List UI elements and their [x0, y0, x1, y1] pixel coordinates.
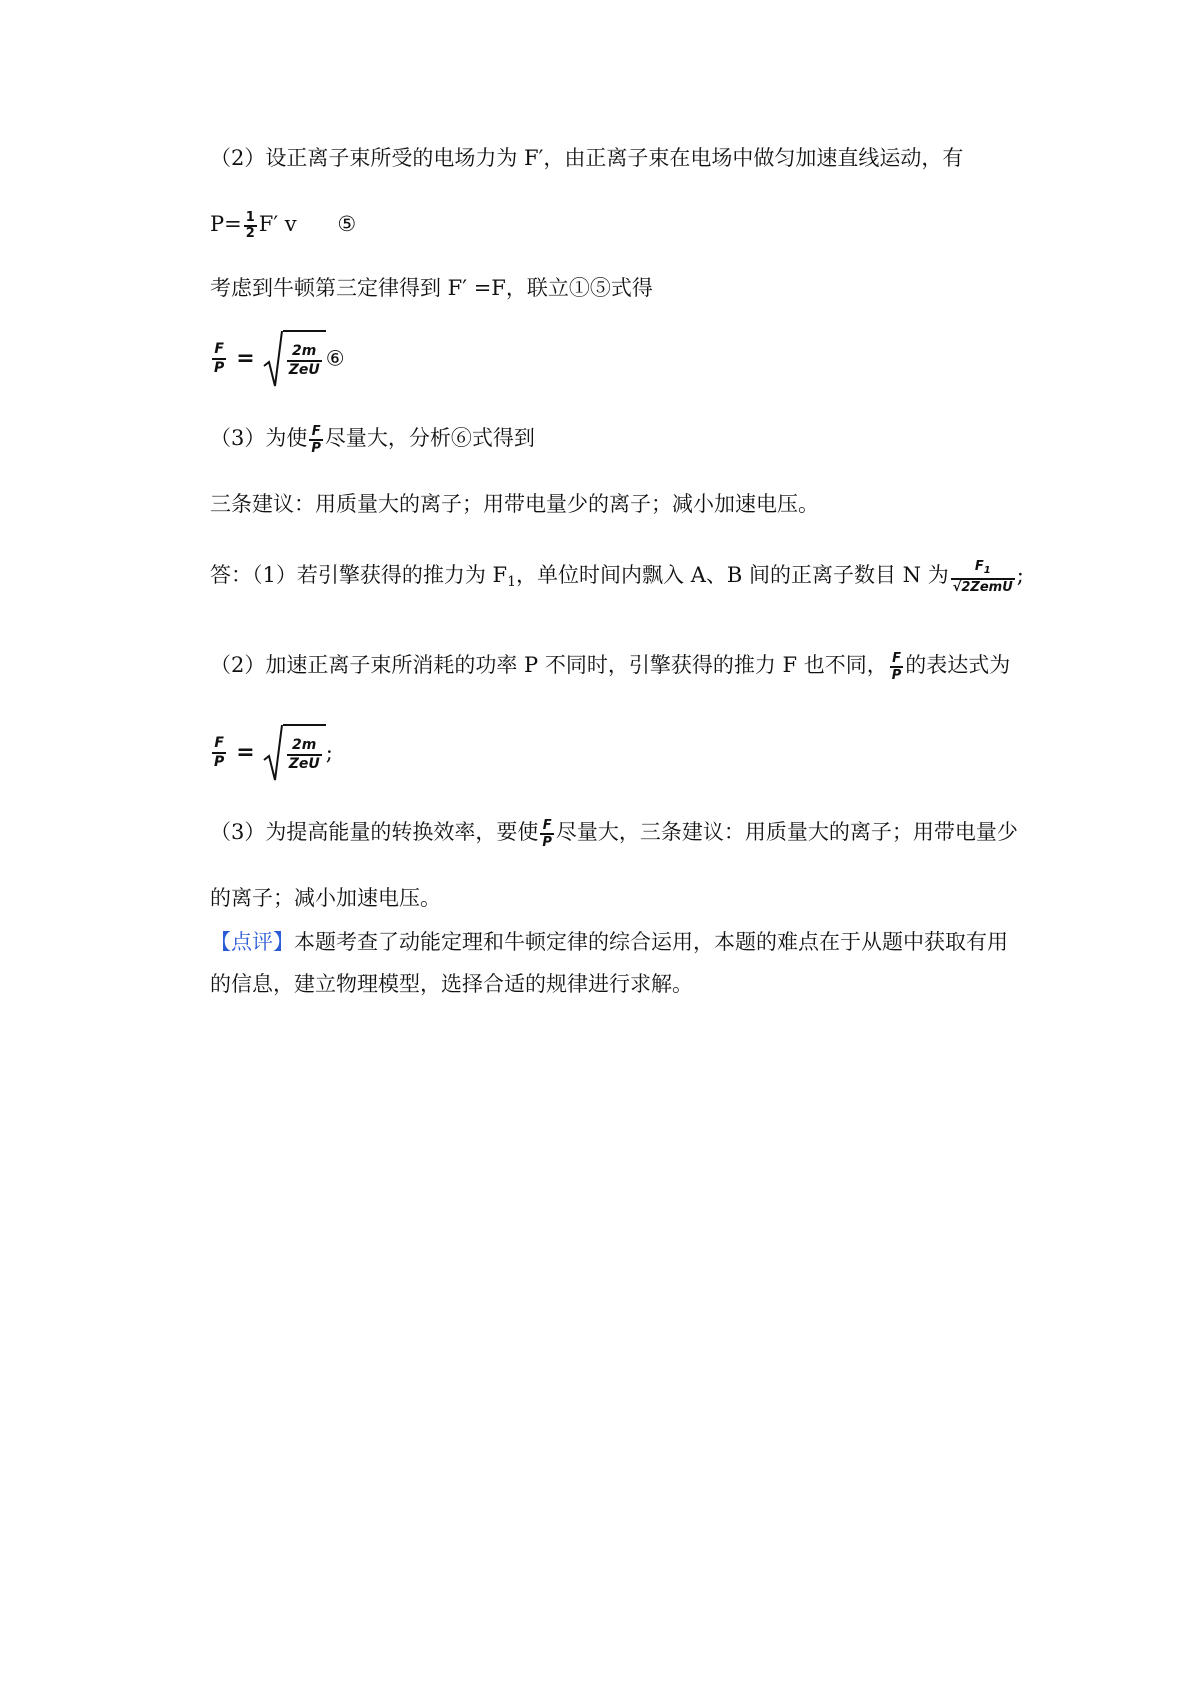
answer-3-fraction: $\frac{F}{P}$ — [542, 817, 552, 850]
n-fraction: $\frac{F_1}{\text{√2ZemU}}$ — [952, 558, 1013, 595]
answer-1-end: ; — [1016, 563, 1024, 587]
answer-3-suffix: 尽量大，三条建议：用质量大的离子；用带电量少 — [555, 820, 1018, 844]
answer-2-suffix: 的表达式为 — [905, 653, 1011, 677]
comment-line-1 — [210, 926, 1020, 958]
answer-2-prefix: （2）加速正离子束所消耗的功率 P 不同时，引擎获得的推力 F 也不同， — [210, 653, 888, 677]
ratio-fraction: $\frac{F}{P}$ — [214, 340, 225, 376]
answer-1-prefix: 答：（1）若引擎获得的推力为 F — [210, 563, 508, 587]
answer-3-prefix: （3）为提高能量的转换效率，要使 — [210, 820, 539, 844]
equation-mark-5: ⑤ — [337, 212, 357, 236]
answer-sqrt-inner-fraction: $\frac{2m}{\text{ZeU}}$ — [288, 736, 320, 772]
comment-line-2 — [210, 968, 1020, 1000]
answer-line-1 — [210, 550, 1024, 607]
answer-line-3-cont — [210, 882, 1020, 914]
text-line-5 — [210, 422, 1020, 456]
line-11-text: 的离子；减小加速电压。 — [210, 886, 441, 910]
answer-line-3 — [210, 816, 1020, 850]
line-5-suffix: 尽量大，分析⑥式得到 — [324, 426, 535, 450]
answer-2-semicolon: ; — [325, 740, 333, 765]
inline-ratio-fraction: $\frac{F}{P}$ — [311, 423, 321, 456]
equals-sign: = — [236, 345, 255, 371]
answer-line-2 — [210, 640, 1020, 690]
answer-sqrt-expression — [263, 724, 326, 782]
comment-text-1: 本题考查了动能定理和牛顿定律的综合运用，本题的难点在于从题中获取有用 — [294, 930, 1008, 954]
line-6-text: 三条建议：用质量大的离子；用带电量少的离子；减小加速电压。 — [210, 492, 819, 516]
text-line-1 — [210, 142, 1020, 174]
line-5-prefix: （3）为使 — [210, 426, 308, 450]
comment-text-2: 的信息，建立物理模型，选择合适的规律进行求解。 — [210, 972, 693, 996]
answer-ratio-fraction: $\frac{F}{P}$ — [214, 734, 225, 770]
half-fraction: $\frac{1}{2}$ — [245, 209, 255, 241]
equation-power — [210, 208, 1020, 241]
answer-equals-sign: = — [236, 739, 255, 765]
line-3-text: 考虑到牛顿第三定律得到 F′ =F，联立①⑤式得 — [210, 276, 653, 300]
comment-label: 【点评】 — [210, 930, 294, 954]
answer-equation-2 — [210, 716, 1020, 788]
f1-subscript: 1 — [507, 574, 517, 590]
equation-mark-6: ⑥ — [325, 346, 345, 371]
text-line-3 — [210, 272, 1020, 304]
text-line-6 — [210, 488, 1020, 520]
answer-1-middle: ，单位时间内飘入 A、B 间的正离子数目 N 为 — [516, 563, 949, 587]
line-1-text: （2）设正离子束所受的电场力为 F′，由正离子束在电场中做匀加速直线运动，有 — [210, 146, 964, 170]
sqrt-expression — [263, 330, 326, 388]
power-lhs: P= — [210, 212, 242, 236]
power-rhs: F′ v — [258, 212, 297, 236]
equation-ratio-6 — [210, 322, 1020, 394]
answer-2-fraction: $\frac{F}{P}$ — [891, 650, 902, 683]
sqrt-inner-fraction: $\frac{2m}{\text{ZeU}}$ — [288, 342, 320, 378]
